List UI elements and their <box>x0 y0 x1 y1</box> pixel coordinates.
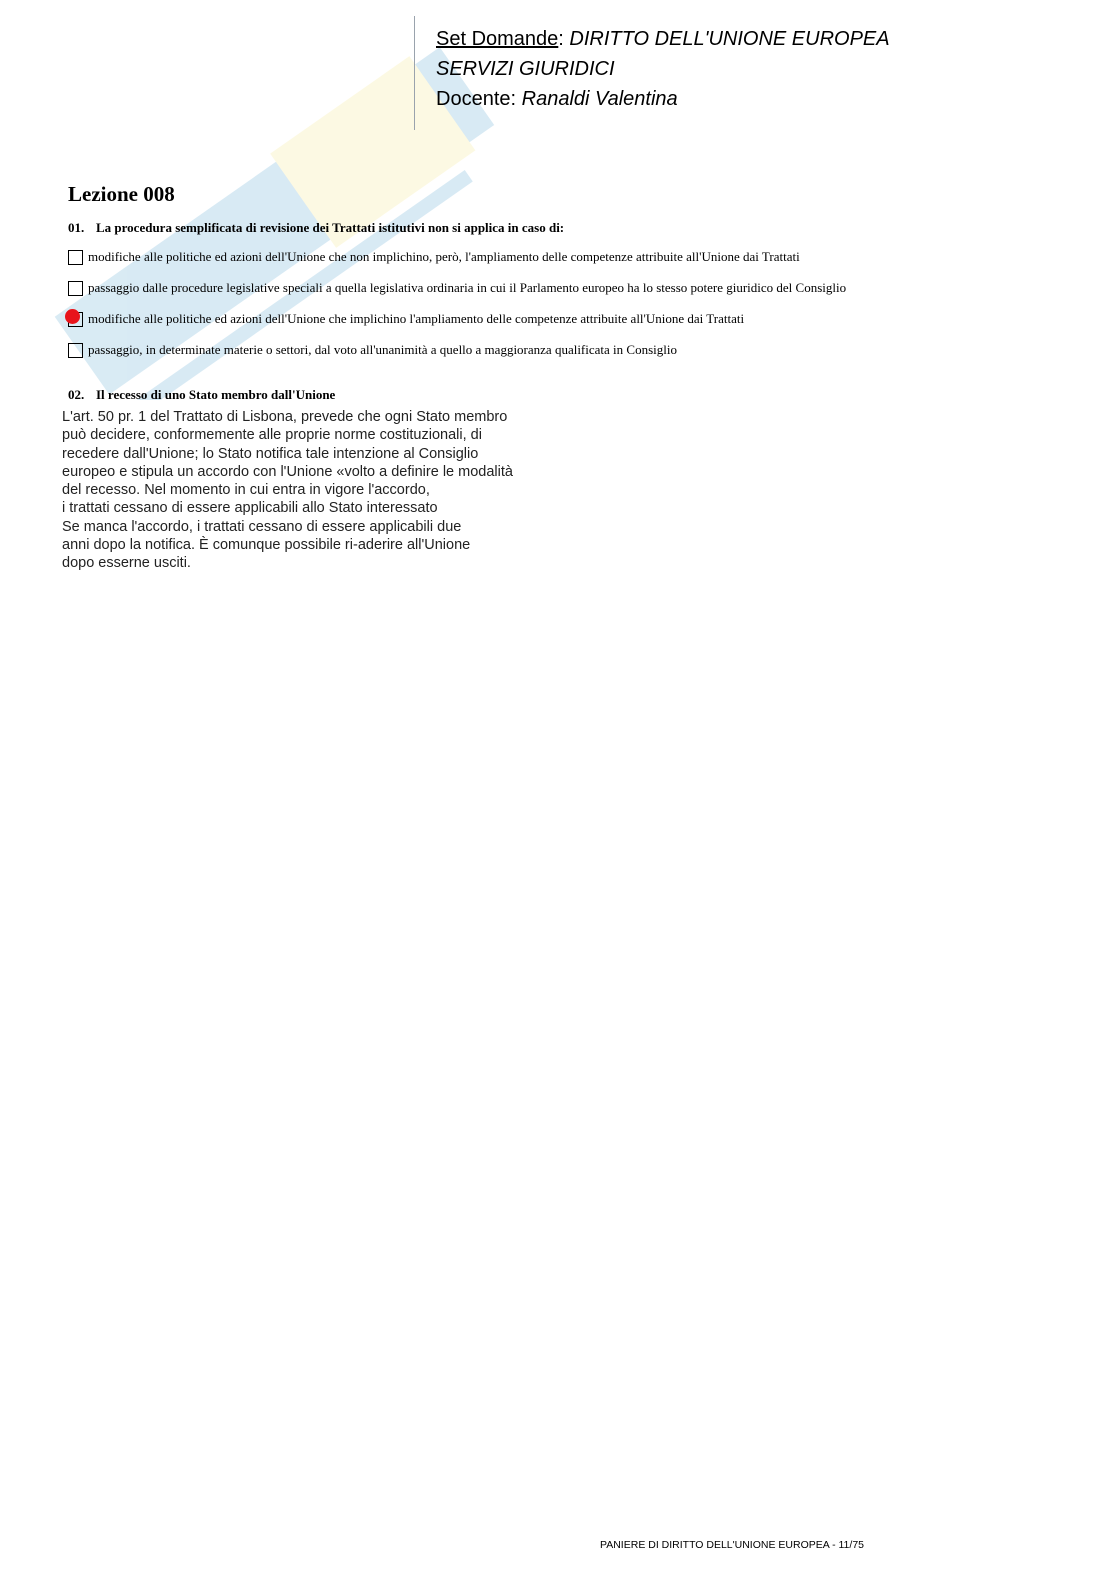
answer-text: modifiche alle politiche ed azioni dell'Unione che implichino l'ampliamento delle competenze attribuite all'Unione dai Trattati <box>88 311 745 326</box>
answer-line: anni dopo la notifica. È comunque possibile ri-aderire all'Unione <box>62 537 471 554</box>
answer-option[interactable] <box>68 280 846 296</box>
answer-line: Se manca l'accordo, i trattati cessano di essere applicabili due <box>62 518 462 535</box>
answer-text: modifiche alle politiche ed azioni dell'Unione che non implichino, però, l'ampliamento delle competenze attribuite all'Unione dai Trattati <box>88 249 800 264</box>
question-02 <box>68 387 335 403</box>
header-line-3 <box>436 84 890 114</box>
course-subtitle: SERVIZI GIURIDICI <box>436 58 615 80</box>
lesson-title: Lezione 008 <box>68 182 175 206</box>
page-footer: PANIERE DI DIRITTO DELL'UNIONE EUROPEA - 11/75 <box>600 1539 864 1551</box>
teacher-label: Docente: <box>436 88 517 110</box>
question-number: 01. <box>68 220 85 235</box>
open-answer-text <box>62 408 513 573</box>
checkbox-selected[interactable] <box>68 312 83 327</box>
set-label: Set Domande <box>436 28 559 50</box>
answer-option[interactable] <box>68 311 744 327</box>
answer-line: L'art. 50 pr. 1 del Trattato di Lisbona, prevede che ogni Stato membro <box>62 409 508 425</box>
teacher-name: Ranaldi Valentina <box>521 88 678 110</box>
answer-text: passaggio, in determinate materie o settori, dal voto all'unanimità a quello a maggioranza qualificata in Consiglio <box>88 342 677 357</box>
header-divider <box>414 16 415 130</box>
question-number: 02. <box>68 387 85 402</box>
question-text: Il recesso di uno Stato membro dall'Unione <box>96 387 336 402</box>
answer-option[interactable] <box>68 342 677 358</box>
course-title: DIRITTO DELL'UNIONE EUROPEA <box>569 28 890 50</box>
answer-line: dopo esserne usciti. <box>62 555 191 572</box>
checkbox[interactable] <box>68 281 83 296</box>
checkbox[interactable] <box>68 250 83 265</box>
header-separator: : <box>558 28 564 50</box>
question-text: La procedura semplificata di revisione dei Trattati istitutivi non si applica in caso di: <box>96 220 565 235</box>
answer-line: recedere dall'Unione; lo Stato notifica tale intenzione al Consiglio <box>62 445 479 462</box>
answer-text: passaggio dalle procedure legislative speciali a quella legislativa ordinaria in cui il Parlamento europeo ha lo stesso potere giuridico del Consiglio <box>88 280 847 295</box>
document-header <box>436 24 890 114</box>
answer-line: può decidere, conformemente alle proprie norme costituzionali, di <box>62 427 482 444</box>
answer-line: europeo e stipula un accordo con l'Unione «volto a definire le modalità <box>62 463 513 480</box>
checkbox[interactable] <box>68 343 83 358</box>
answer-line: i trattati cessano di essere applicabili allo Stato interessato <box>62 500 438 517</box>
question-01 <box>68 220 564 236</box>
selected-answer-marker-icon <box>65 309 80 324</box>
answer-line: del recesso. Nel momento in cui entra in vigore l'accordo, <box>62 482 430 499</box>
answer-option[interactable] <box>68 249 800 265</box>
header-line-1 <box>436 24 890 54</box>
